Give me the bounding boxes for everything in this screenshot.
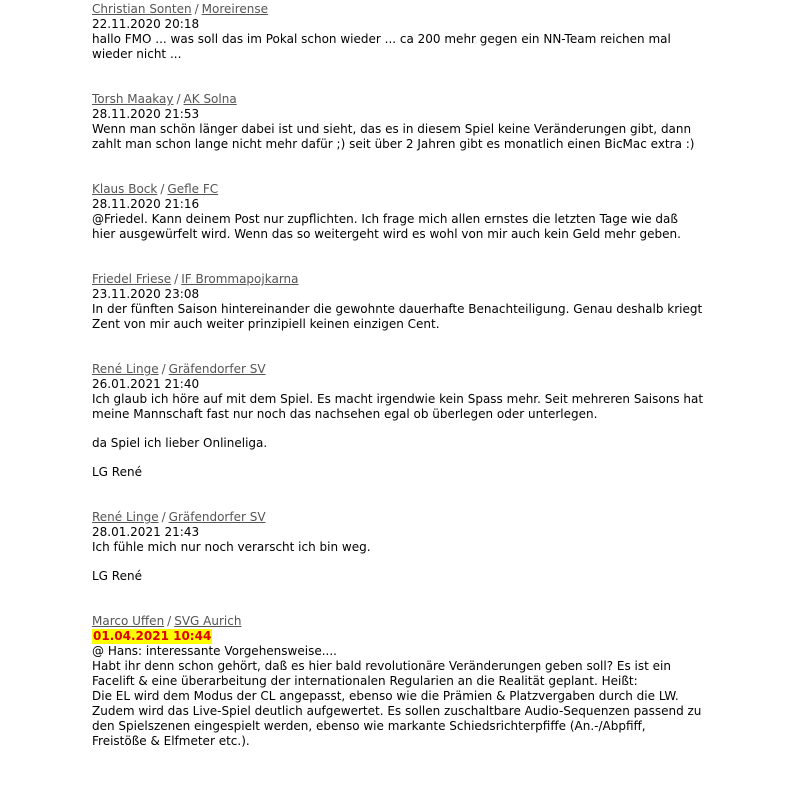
separator: / (160, 182, 165, 196)
club-link[interactable]: AK Solna (183, 92, 237, 106)
entry-date: 22.11.2020 20:18 (92, 17, 200, 31)
entry-header (92, 2, 704, 17)
entry-header (92, 272, 704, 287)
guestbook-entry (92, 272, 704, 332)
entry-body (92, 392, 704, 480)
entry-paragraph: Ich glaub ich höre auf mit dem Spiel. Es macht irgendwie kein Spass mehr. Seit mehreren Saisons hat meine Mannschaft fast nur noch das nachsehen egal ob überlegen oder unterlegen. (92, 392, 704, 421)
entry-body (92, 302, 704, 332)
separator: / (174, 272, 179, 286)
entry-paragraph: @ Hans: interessante Vorgehensweise.... Habt ihr denn schon gehört, daß es hier bald revolutionäre Veränderungen geben soll? Es ist ein Facelift & eine überarbeitung der internationalen Regularien an die Realität geplant. Heißt: Die EL wird dem Modus der CL angepasst, ebenso wie die Prämien & Platzvergaben durch die LW. Zudem wird das Live-Spiel deutlich aufgewertet. Es sollen zuschaltbare Audio-Sequenzen passend zu den Spielszenen eingespielt werden, ebenso wie markante Schiedsrichterpfiffe (An.-/Abpfiff, Freistöße & Elfmeter etc.). (92, 644, 702, 748)
entry-paragraph: LG René (92, 465, 142, 479)
separator: / (176, 92, 181, 106)
author-link[interactable]: Klaus Bock (92, 182, 158, 196)
guestbook-entry (92, 2, 704, 62)
entry-date: 26.01.2021 21:40 (92, 377, 200, 391)
entry-header (92, 92, 704, 107)
author-link[interactable]: Friedel Friese (92, 272, 172, 286)
entry-header (92, 510, 704, 525)
entry-date: 28.11.2020 21:53 (92, 107, 200, 121)
club-link[interactable]: Gräfendorfer SV (168, 510, 266, 524)
entry-paragraph: In der fünften Saison hintereinander die gewohnte dauerhafte Benachteiligung. Genau deshalb kriegt Zent von mir auch weiter prinzipiell keinen einzigen Cent. (92, 302, 703, 331)
guestbook-entry (92, 92, 704, 152)
entry-header (92, 614, 704, 629)
entry-body (92, 540, 704, 584)
author-link[interactable]: Christian Sonten (92, 2, 192, 16)
entry-body (92, 212, 704, 242)
guestbook-feed (92, 2, 704, 749)
author-link[interactable]: Torsh Maakay (92, 92, 174, 106)
club-link[interactable]: Gefle FC (167, 182, 219, 196)
entry-date: 01.04.2021 10:44 (93, 629, 212, 643)
author-link[interactable]: René Linge (92, 510, 159, 524)
entry-paragraph: Wenn man schön länger dabei ist und sieht, das es in diesem Spiel keine Veränderungen gibt, dann zahlt man schon lange nicht mehr dafür ;) seit über 2 Jahren gibt es monatlich einen BicMac extra :) (92, 122, 695, 151)
guestbook-entry (92, 614, 704, 749)
entry-paragraph: hallo FMO ... was soll das im Pokal schon wieder ... ca 200 mehr gegen ein NN-Team reichen mal wieder nicht ... (92, 32, 671, 61)
entry-header (92, 182, 704, 197)
entry-paragraph: LG René (92, 569, 142, 583)
guestbook-entry (92, 510, 704, 584)
guestbook-entry (92, 362, 704, 480)
author-link[interactable]: Marco Uffen (92, 614, 165, 628)
entry-header (92, 362, 704, 377)
entry-date: 28.11.2020 21:16 (92, 197, 200, 211)
entry-paragraph: @Friedel. Kann deinem Post nur zupflichten. Ich frage mich allen ernstes die letzten Tage wie daß hier ausgewürfelt wird. Wenn das so weitergeht wird es wohl von mir auch kein Geld mehr geben. (92, 212, 681, 241)
entry-paragraph: Ich fühle mich nur noch verarscht ich bin weg. (92, 540, 371, 554)
entry-body (92, 32, 704, 62)
separator: / (161, 362, 166, 376)
club-link[interactable]: SVG Aurich (174, 614, 242, 628)
separator: / (167, 614, 172, 628)
entry-date: 23.11.2020 23:08 (92, 287, 200, 301)
club-link[interactable]: Gräfendorfer SV (168, 362, 266, 376)
guestbook-entry (92, 182, 704, 242)
entry-body (92, 644, 704, 749)
separator: / (194, 2, 199, 16)
separator: / (161, 510, 166, 524)
club-link[interactable]: IF Brommapojkarna (181, 272, 299, 286)
entry-paragraph: da Spiel ich lieber Onlineliga. (92, 436, 268, 450)
club-link[interactable]: Moreirense (201, 2, 268, 16)
entry-date: 28.01.2021 21:43 (92, 525, 200, 539)
entry-body (92, 122, 704, 152)
author-link[interactable]: René Linge (92, 362, 159, 376)
